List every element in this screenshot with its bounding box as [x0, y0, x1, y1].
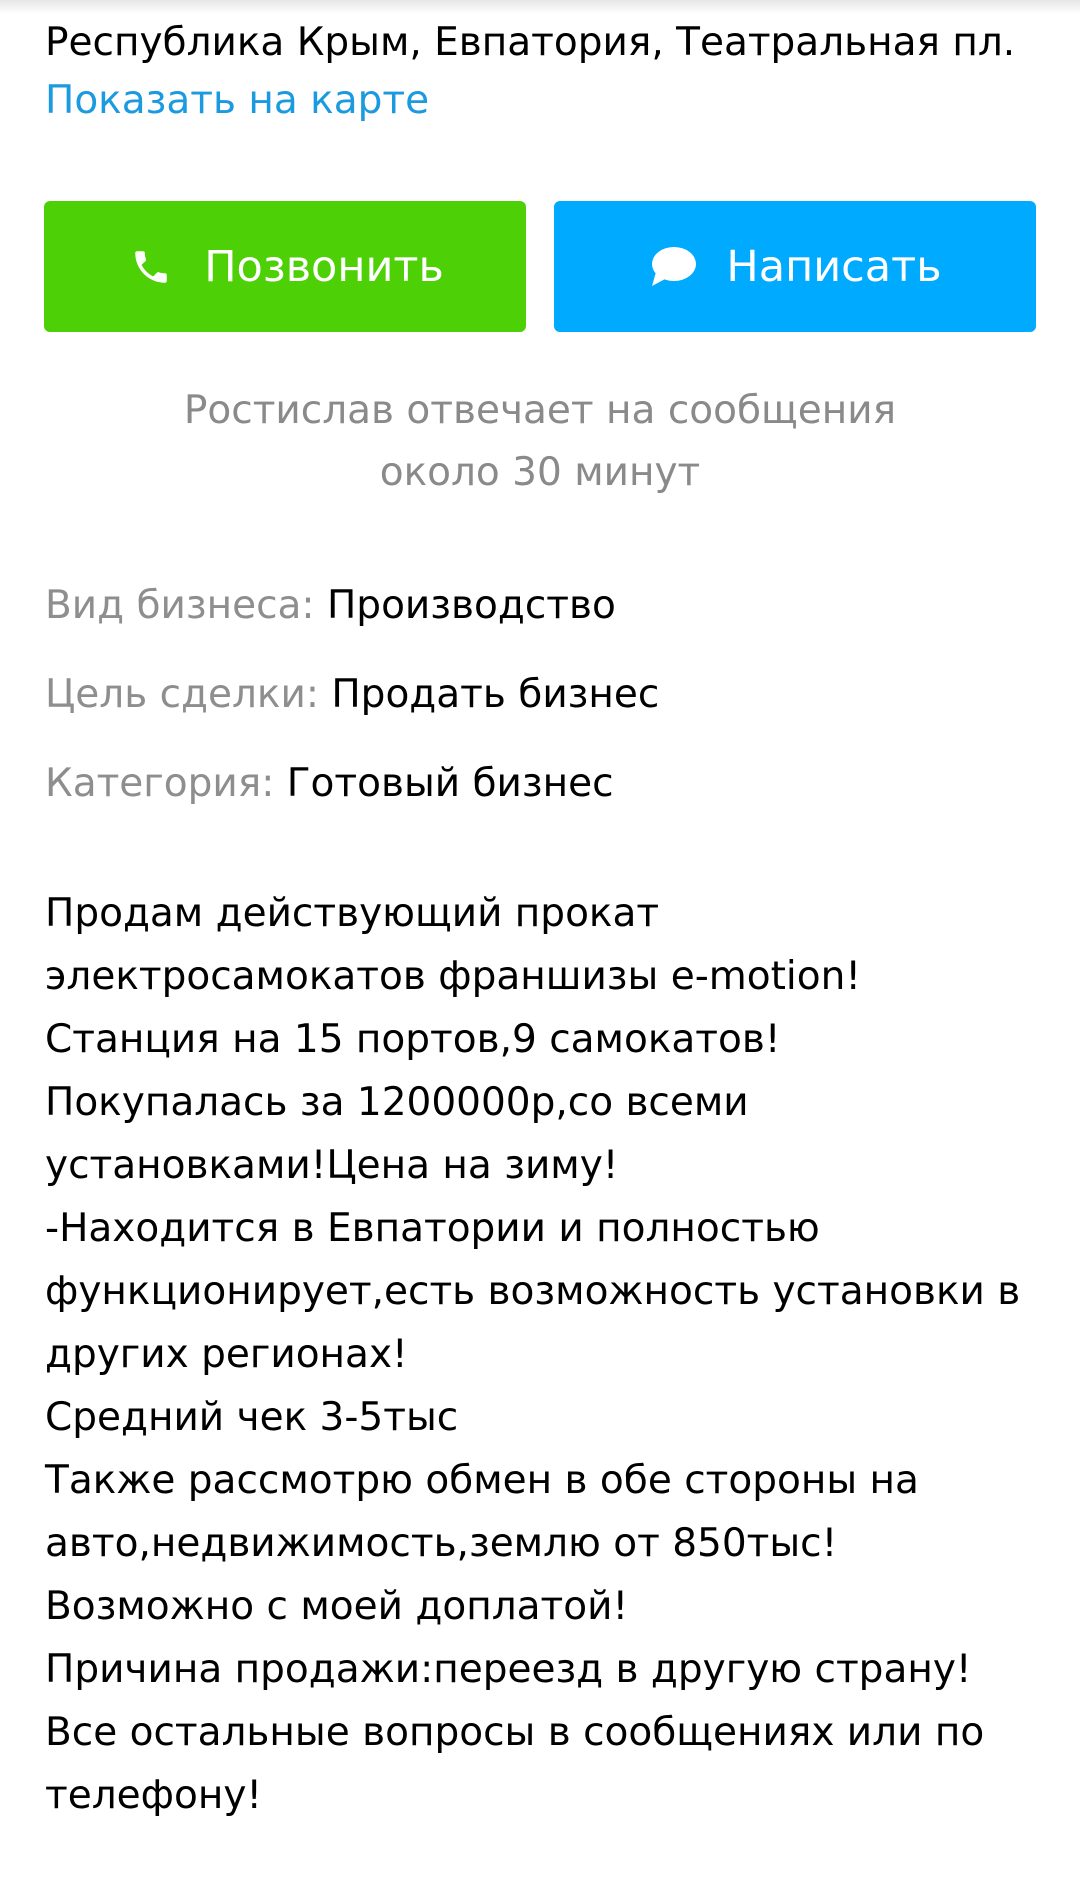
reply-time-line: Ростислав отвечает на сообщения [183, 388, 897, 433]
write-button-label: Написать [726, 241, 942, 292]
property-value: Продать бизнес [331, 672, 660, 717]
seller-reply-time [0, 380, 1080, 504]
property-label: Цель сделки: [45, 672, 319, 717]
description-line: Станция на 15 портов,9 самокатов! [45, 1017, 781, 1062]
property-category [45, 755, 614, 813]
description-line: Покупалась за 1200000р,со всеми [45, 1080, 749, 1125]
description-line: Продам действующий прокат [45, 891, 660, 936]
description-line: Средний чек 3-5тыс [45, 1395, 459, 1440]
property-business-type [45, 577, 616, 635]
description-line: Все остальные вопросы в сообщениях или по [45, 1710, 985, 1755]
description-line: других регионах! [45, 1332, 408, 1377]
call-button-label: Позвонить [204, 241, 444, 292]
description-line: авто,недвижимость,землю от 850тыс! [45, 1521, 838, 1566]
listing-description [45, 882, 1045, 1827]
description-line: функционирует,есть возможность установки в [45, 1269, 1021, 1314]
property-value: Производство [326, 583, 616, 628]
call-button[interactable] [44, 201, 526, 332]
description-line: Возможно с моей доплатой! [45, 1584, 629, 1629]
write-button[interactable] [554, 201, 1036, 332]
property-value: Готовый бизнес [286, 761, 614, 806]
description-line: Причина продажи:переезд в другую страну! [45, 1647, 972, 1692]
description-line: электросамокатов франшизы e-motion! [45, 954, 861, 999]
description-line: -Находится в Евпатории и полностью [45, 1206, 820, 1251]
show-on-map-link[interactable]: Показать на карте [45, 78, 430, 123]
phone-icon [126, 242, 176, 292]
top-shadow [0, 0, 1080, 14]
property-label: Вид бизнеса: [45, 583, 315, 628]
reply-time-line: около 30 минут [379, 450, 701, 495]
chat-bubble-icon [648, 242, 698, 292]
description-line: телефону! [45, 1773, 263, 1818]
description-line: Также рассмотрю обмен в обе стороны на [45, 1458, 919, 1503]
property-label: Категория: [45, 761, 275, 806]
property-deal-goal [45, 666, 659, 724]
description-line: установками!Цена на зиму! [45, 1143, 619, 1188]
address-text: Республика Крым, Евпатория, Театральная пл. [45, 20, 1016, 65]
